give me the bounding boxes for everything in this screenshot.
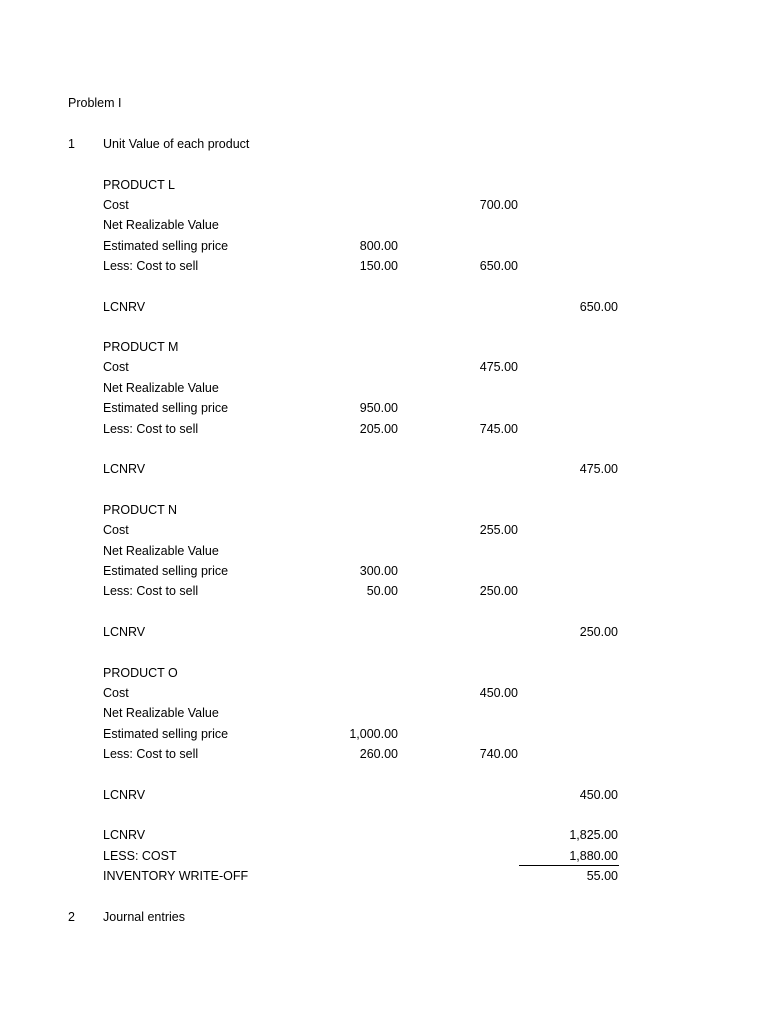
product-l-nrv: 650.00 xyxy=(479,259,518,273)
product-o-cost-label: Cost xyxy=(103,686,129,700)
product-n-lcnrv: 250.00 xyxy=(579,625,618,639)
summary-writeoff-label: INVENTORY WRITE-OFF xyxy=(103,869,249,883)
product-m-nrv: 745.00 xyxy=(479,422,518,436)
product-n-name: PRODUCT N xyxy=(103,503,178,517)
section-1-heading: Unit Value of each product xyxy=(103,137,250,151)
summary-cost: 1,880.00 xyxy=(569,849,618,863)
product-o-cts-label: Less: Cost to sell xyxy=(103,747,199,761)
summary-cost-label: LESS: COST xyxy=(103,849,177,863)
product-l-name: PRODUCT L xyxy=(103,178,176,192)
product-l-esp: 800.00 xyxy=(359,239,398,253)
summary-lcnrv-label: LCNRV xyxy=(103,828,146,842)
product-m-name: PRODUCT M xyxy=(103,340,179,354)
product-n-nrv-label: Net Realizable Value xyxy=(103,544,219,558)
product-l-esp-label: Estimated selling price xyxy=(103,239,229,253)
section-1-number: 1 xyxy=(68,137,75,151)
product-o-esp-label: Estimated selling price xyxy=(103,727,229,741)
product-n-cost: 255.00 xyxy=(479,523,518,537)
product-m-nrv-label: Net Realizable Value xyxy=(103,381,219,395)
summary-writeoff: 55.00 xyxy=(586,869,618,883)
product-m-cts: 205.00 xyxy=(359,422,398,436)
product-m-lcnrv: 475.00 xyxy=(579,462,618,476)
product-o-cost: 450.00 xyxy=(479,686,518,700)
product-n-cost-label: Cost xyxy=(103,523,129,537)
product-o-nrv-label: Net Realizable Value xyxy=(103,706,219,720)
product-m-esp: 950.00 xyxy=(359,401,398,415)
product-o-esp: 1,000.00 xyxy=(349,727,398,741)
product-o-nrv: 740.00 xyxy=(479,747,518,761)
summary-lcnrv: 1,825.00 xyxy=(569,828,618,842)
product-n-cts: 50.00 xyxy=(366,584,398,598)
product-l-lcnrv: 650.00 xyxy=(579,300,618,314)
product-m-lcnrv-label: LCNRV xyxy=(103,462,146,476)
section-2-number: 2 xyxy=(68,910,75,924)
product-n-esp: 300.00 xyxy=(359,564,398,578)
product-o-name: PRODUCT O xyxy=(103,666,178,680)
product-o-lcnrv: 450.00 xyxy=(579,788,618,802)
product-m-cost: 475.00 xyxy=(479,360,518,374)
product-o-lcnrv-label: LCNRV xyxy=(103,788,146,802)
product-l-cost-label: Cost xyxy=(103,198,129,212)
product-l-nrv-label: Net Realizable Value xyxy=(103,218,219,232)
product-l-lcnrv-label: LCNRV xyxy=(103,300,146,314)
product-l-cts-label: Less: Cost to sell xyxy=(103,259,199,273)
product-n-nrv: 250.00 xyxy=(479,584,518,598)
product-m-cts-label: Less: Cost to sell xyxy=(103,422,199,436)
section-2-heading: Journal entries xyxy=(103,910,185,924)
product-m-cost-label: Cost xyxy=(103,360,129,374)
problem-title: Problem I xyxy=(68,96,122,110)
product-l-cts: 150.00 xyxy=(359,259,398,273)
product-n-lcnrv-label: LCNRV xyxy=(103,625,146,639)
product-n-cts-label: Less: Cost to sell xyxy=(103,584,199,598)
product-o-cts: 260.00 xyxy=(359,747,398,761)
product-m-esp-label: Estimated selling price xyxy=(103,401,229,415)
product-l-cost: 700.00 xyxy=(479,198,518,212)
product-n-esp-label: Estimated selling price xyxy=(103,564,229,578)
